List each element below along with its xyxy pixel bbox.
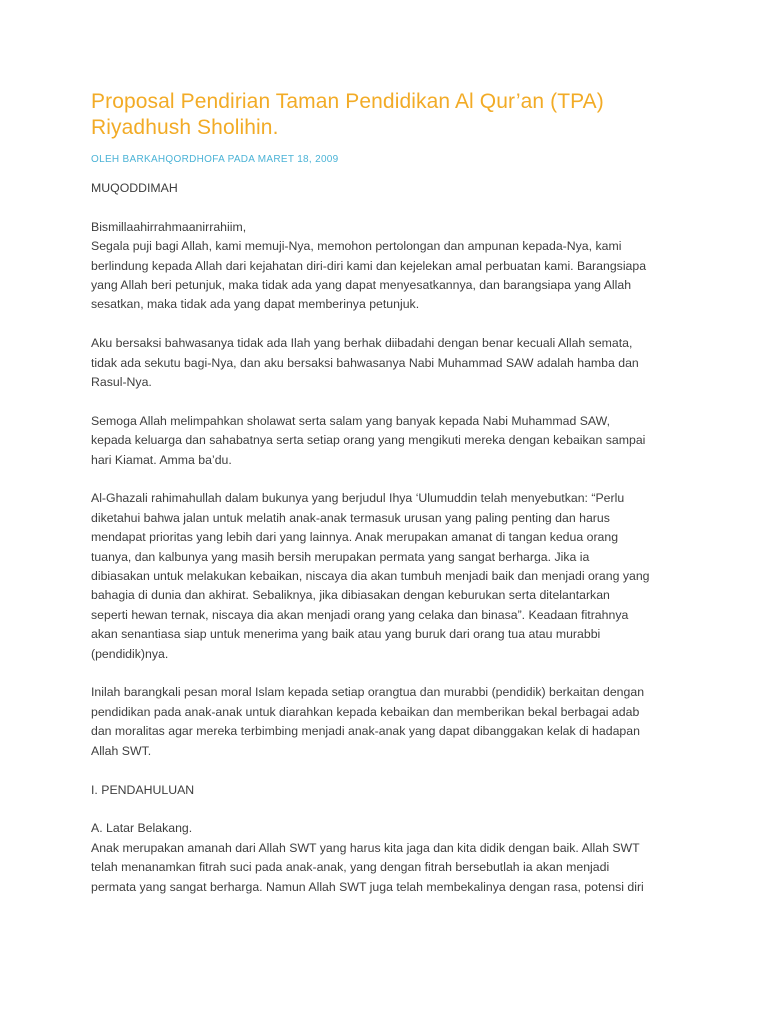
section-heading [91,781,691,800]
paragraph-syahadat [91,334,691,392]
text-line: dan moralitas agar mereka terbimbing menjadi anak-anak yang dapat dibanggakan kelak di hadapan [91,724,640,739]
paragraph-latar-belakang [91,819,691,897]
paragraph-sholawat [91,412,691,470]
section-heading [91,179,691,198]
text-line: Segala puji bagi Allah, kami memuji-Nya, memohon pertolongan dan ampunan kepada-Nya, kami [91,239,622,254]
paragraph-opening [91,218,691,315]
text-line: pendidikan pada anak-anak untuk diarahkan kepada kebaikan dan memberikan bekal berbagai adab [91,704,640,719]
text-line: Semoga Allah melimpahkan sholawat serta salam yang banyak kepada Nabi Muhammad SAW, [91,413,611,428]
article-body [91,179,691,897]
heading-pendahuluan: I. PENDAHULUAN [91,782,195,797]
text-line: tidak ada sekutu bagi-Nya, dan aku bersaksi bahwasanya Nabi Muhammad SAW adalah hamba dan [91,355,639,370]
text-line: Al-Ghazali rahimahullah dalam bukunya yang berjudul Ihya ‘Ulumuddin telah menyebutkan: “Perlu [91,491,625,506]
text-line: bahagia di dunia dan akhirat. Sebaliknya, jika dibiasakan dengan keburukan serta ditelantarkan [91,588,610,603]
text-line: permata yang sangat berharga. Namun Allah SWT juga telah membekalinya dengan rasa, potensi diri [91,879,644,894]
text-line: berlindung kepada Allah dari kejahatan diri-diri kami dan kejelekan amal perbuatan kami. Barangsiapa [91,258,647,273]
text-line: (pendidik)nya. [91,646,169,661]
text-line: dibiasakan untuk melakukan kebaikan, niscaya dia akan tumbuh menjadi baik dan menjadi orang yang [91,569,650,584]
article-title [91,89,691,141]
text-line: seperti hewan ternak, niscaya dia akan menjadi orang yang celaka dan binasa”. Keadaan fitrahnya [91,607,629,622]
text-line: akan senantiasa siap untuk menerima yang baik atau yang buruk dari orang tua atau murabbi [91,627,601,642]
text-line: sesatkan, maka tidak ada yang dapat memberinya petunjuk. [91,297,420,312]
text-line: Rasul-Nya. [91,375,152,390]
text-line: A. Latar Belakang. [91,821,193,836]
text-line: Allah SWT. [91,743,152,758]
text-line: hari Kiamat. Amma ba’du. [91,452,232,467]
text-line: Anak merupakan amanah dari Allah SWT yang harus kita jaga dan kita didik dengan baik. Allah SWT [91,840,640,855]
heading-muqoddimah: MUQODDIMAH [91,181,178,195]
article-byline: OLEH BARKAHQORDHOFA PADA MARET 18, 2009 [91,154,339,165]
title-line: Riyadhush Sholihin. [91,116,279,139]
text-line: Bismillaahirrahmaanirrahiim, [91,219,247,234]
text-line: diketahui bahwa jalan untuk melatih anak-anak termasuk urusan yang paling penting dan harus [91,510,610,525]
text-line: telah menanamkan fitrah suci pada anak-anak, yang dengan fitrah bersebutlah ia akan menjadi [91,860,610,875]
text-line: mendapat prioritas yang lebih dari yang lainnya. Anak merupakan amanat di tangan kedua orang [91,530,619,545]
text-line: kepada keluarga dan sahabatnya serta setiap orang yang mengikuti mereka dengan kebaikan sampai [91,433,646,448]
paragraph-al-ghazali [91,489,691,664]
text-line: yang Allah beri petunjuk, maka tidak ada yang dapat menyesatkannya, dan barangsiapa yang Allah [91,278,632,293]
text-line: tuanya, dan kalbunya yang masih bersih merupakan permata yang sangat berharga. Jika ia [91,549,590,564]
article [91,89,691,916]
text-line: Aku bersaksi bahwasanya tidak ada Ilah yang berhak diibadahi dengan benar kecuali Allah semata, [91,336,633,351]
text-line: Inilah barangkali pesan moral Islam kepada setiap orangtua dan murabbi (pendidik) berkaitan dengan [91,685,645,700]
paragraph-pesan-moral [91,683,691,761]
title-line: Proposal Pendirian Taman Pendidikan Al Qur’an (TPA) [91,90,604,113]
